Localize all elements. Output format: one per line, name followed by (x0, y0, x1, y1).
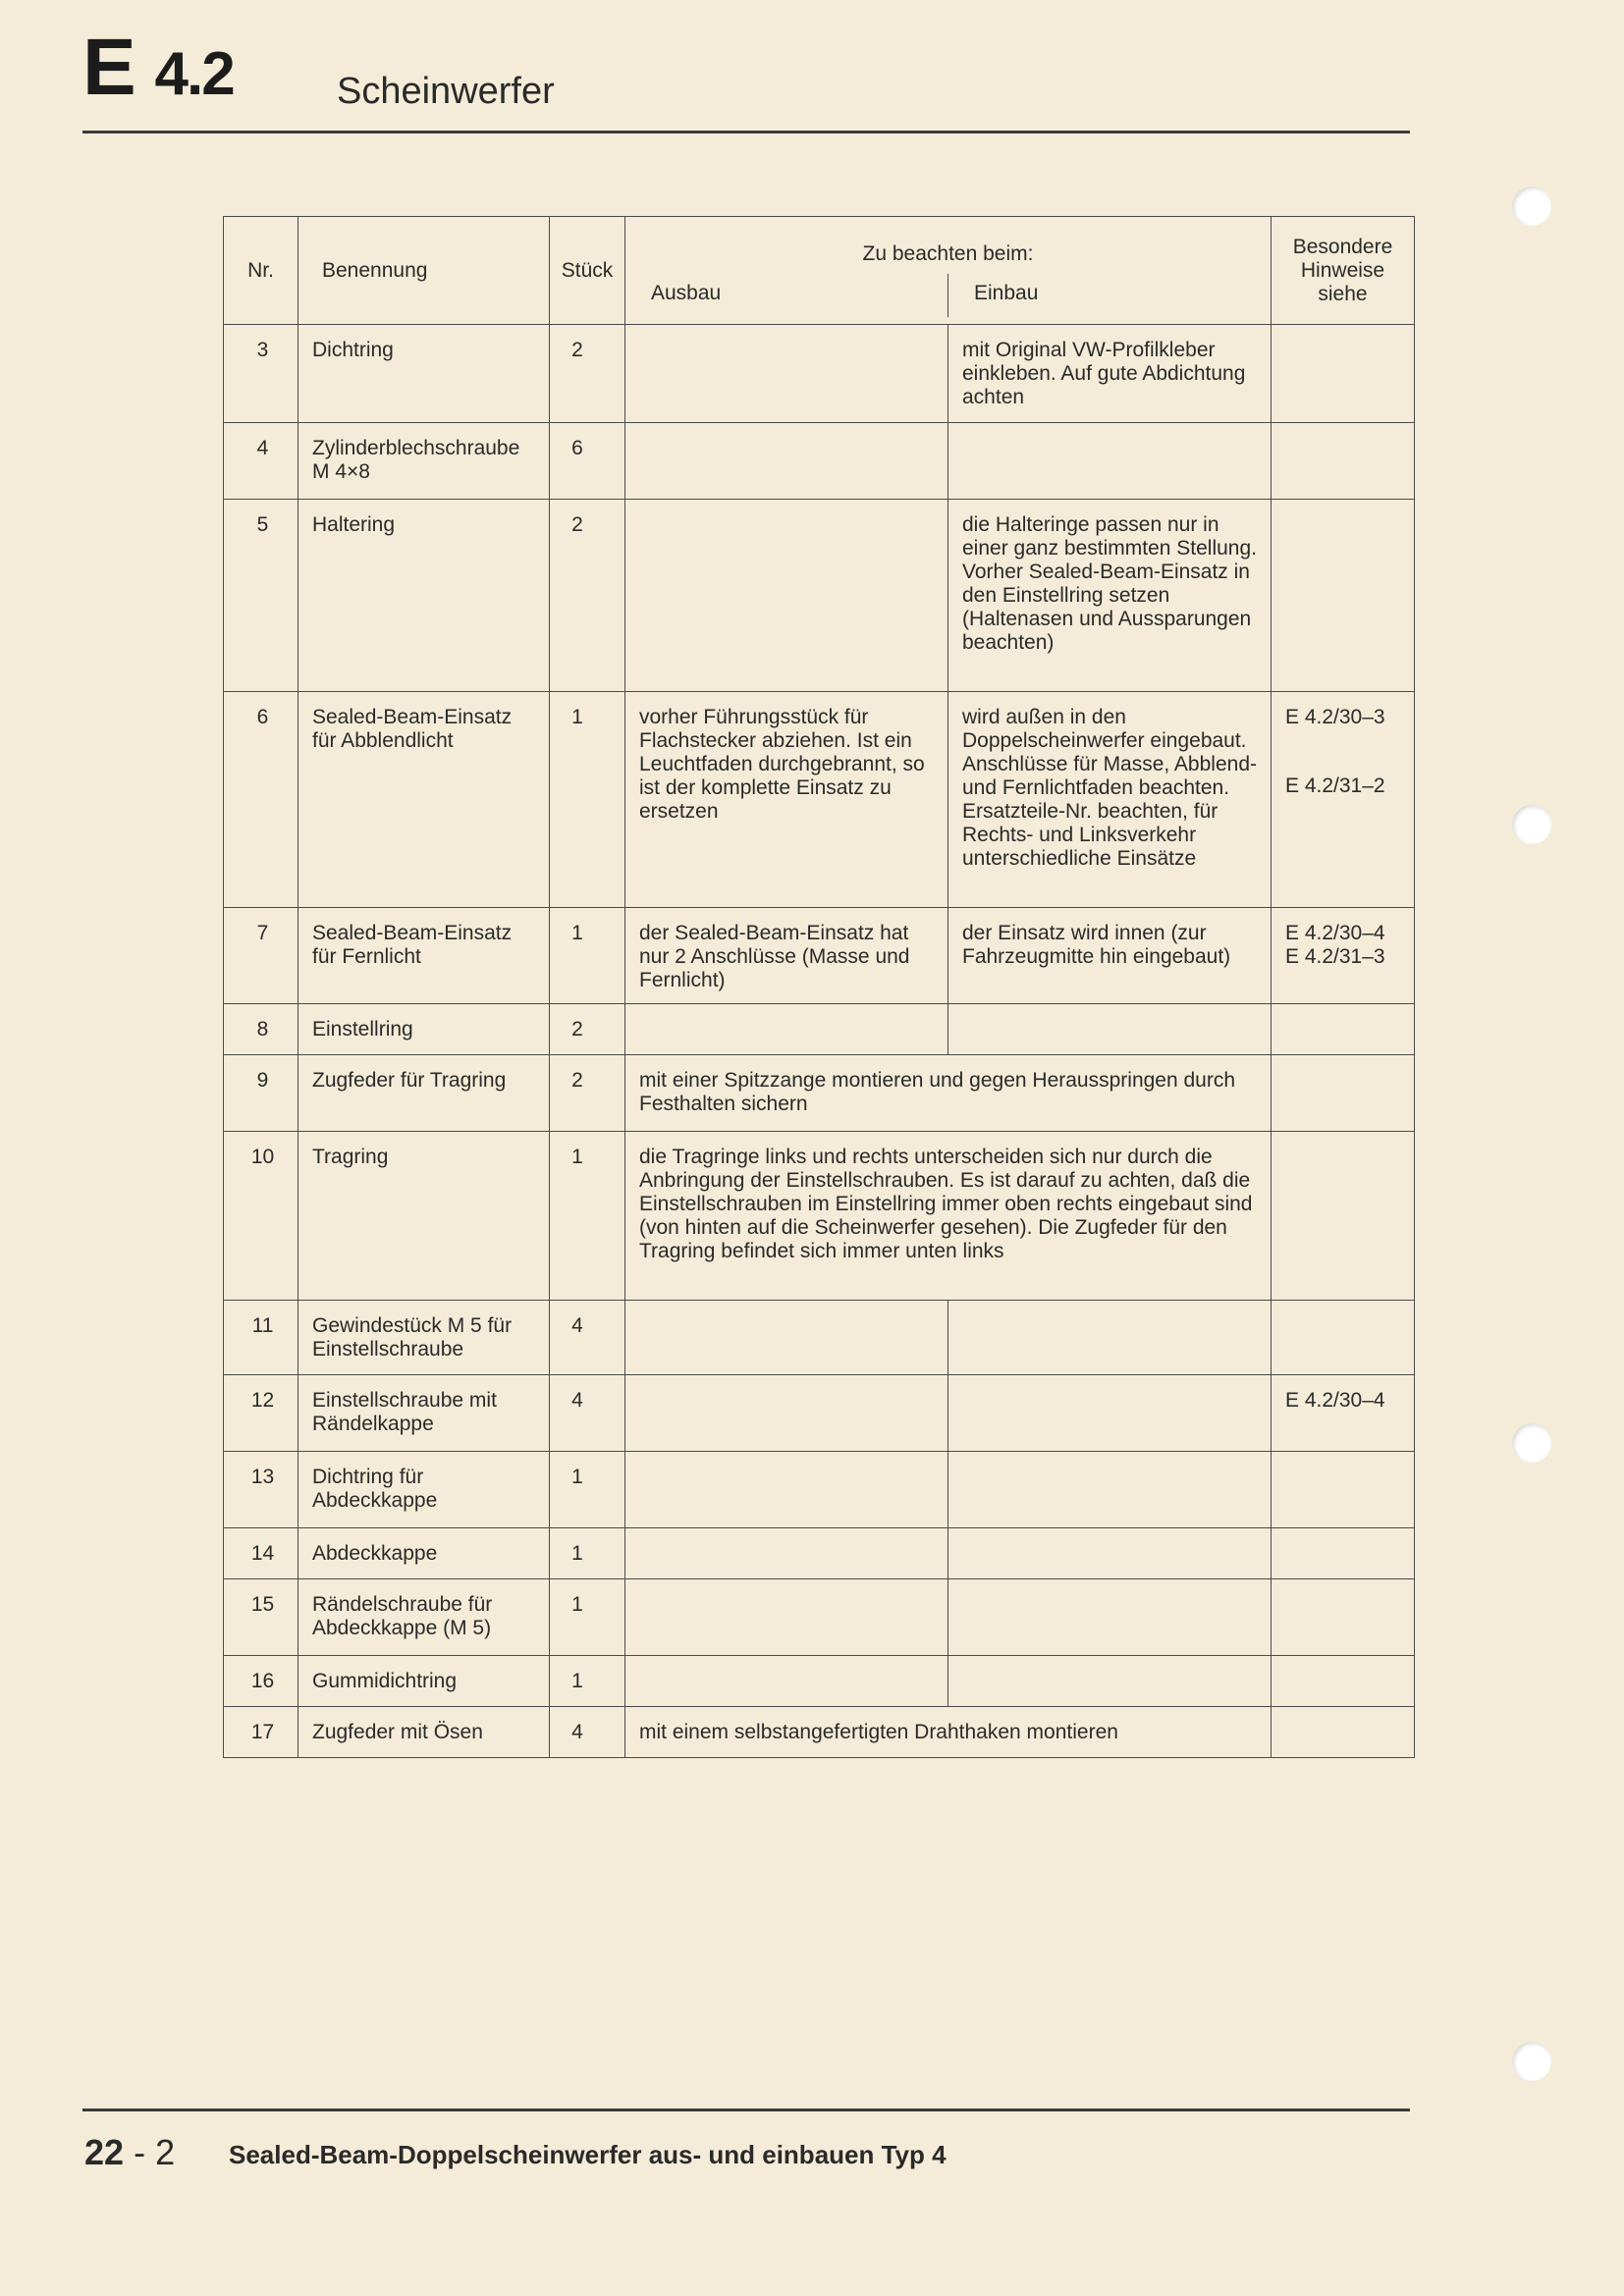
row-name: Dichtring für Abdeckkappe (298, 1452, 550, 1528)
header-einbau: Einbau (947, 274, 1271, 317)
row-nr: 9 (224, 1055, 298, 1132)
row-einbau (948, 1528, 1272, 1579)
punch-hole (1512, 1423, 1551, 1463)
row-qty: 2 (550, 325, 625, 423)
row-name: Haltering (298, 500, 550, 692)
row-note: die Tragringe links und rechts unterscheiden sich nur durch die Anbringung der Einstellschrauben. Es ist darauf zu achten, daß die Einstellschrauben im Einstellring immer oben rechts eingebaut sind (von hinten auf die Scheinwerfer gesehen). Die Zugfeder für den Tragring befindet sich immer unten links (625, 1132, 1272, 1301)
row-nr: 8 (224, 1004, 298, 1055)
row-ref (1272, 1301, 1415, 1375)
page-title: Scheinwerfer (337, 71, 555, 112)
row-ausbau (625, 423, 948, 500)
row-einbau (948, 1004, 1272, 1055)
parts-table (223, 216, 1415, 1758)
row-name: Tragring (298, 1132, 550, 1301)
row-nr: 6 (224, 692, 298, 908)
row-qty: 1 (550, 692, 625, 908)
row-einbau (948, 1579, 1272, 1656)
page-minor: 2 (155, 2132, 176, 2172)
punch-hole (1512, 805, 1551, 844)
row-name: Zugfeder mit Ösen (298, 1707, 550, 1758)
row-ref (1272, 1055, 1415, 1132)
row-name: Abdeckkappe (298, 1528, 550, 1579)
row-nr: 15 (224, 1579, 298, 1656)
row-nr: 3 (224, 325, 298, 423)
row-qty: 2 (550, 500, 625, 692)
table-row (224, 1452, 1415, 1528)
row-einbau (948, 423, 1272, 500)
footer-title: Sealed-Beam-Doppelscheinwerfer aus- und einbauen Typ 4 (229, 2140, 947, 2169)
row-einbau: wird außen in den Doppelscheinwerfer eingebaut. Anschlüsse für Masse, Abblend- und Fernlichtfaden beachten. Ersatzteile-Nr. beachten, für Rechts- und Linksverkehr unterschiedliche Einsätze (948, 692, 1272, 908)
row-qty: 1 (550, 1452, 625, 1528)
row-einbau (948, 1452, 1272, 1528)
row-nr: 10 (224, 1132, 298, 1301)
page-major: 22 (84, 2132, 125, 2172)
row-note: mit einem selbstangefertigten Drahthaken montieren (625, 1707, 1272, 1758)
header-ausbau: Ausbau (651, 281, 722, 304)
row-einbau: mit Original VW-Profilkleber einkleben. Auf gute Abdichtung achten (948, 325, 1272, 423)
row-nr: 16 (224, 1656, 298, 1707)
row-ref (1272, 1452, 1415, 1528)
row-qty: 1 (550, 1132, 625, 1301)
row-einbau: die Halteringe passen nur in einer ganz bestimmten Stellung. Vorher Sealed-Beam-Einsatz in den Einstellring setzen (Haltenasen und Aussparungen beachten) (948, 500, 1272, 692)
row-nr: 5 (224, 500, 298, 692)
row-einbau (948, 1301, 1272, 1375)
row-qty: 1 (550, 1656, 625, 1707)
page-number (84, 2132, 175, 2173)
section-number: 4.2 (154, 40, 234, 108)
row-nr: 4 (224, 423, 298, 500)
row-ref (1272, 1528, 1415, 1579)
header-nr: Nr. (224, 217, 298, 325)
row-ausbau: vorher Führungsstück für Flachstecker abziehen. Ist ein Leuchtfaden durchgebrannt, so ist der komplette Einsatz zu ersetzen (625, 692, 948, 908)
row-ref-1: E 4.2/30–3 (1285, 706, 1385, 728)
row-ref (1272, 908, 1415, 1004)
row-ausbau (625, 1656, 948, 1707)
row-nr: 17 (224, 1707, 298, 1758)
table-row (224, 1375, 1415, 1452)
row-ref (1272, 1004, 1415, 1055)
header-zu-beachten-label: Zu beachten beim: (862, 241, 1034, 265)
row-name: Gewindestück M 5 für Einstellschraube (298, 1301, 550, 1375)
punch-hole (1512, 2042, 1551, 2081)
row-ref (1272, 692, 1415, 908)
row-ausbau (625, 1004, 948, 1055)
section-letter: E (82, 23, 135, 112)
row-qty: 4 (550, 1301, 625, 1375)
section-code (82, 23, 234, 112)
table-row (224, 423, 1415, 500)
row-ref-2: E 4.2/31–3 (1285, 945, 1385, 968)
table-row (224, 1004, 1415, 1055)
row-ref (1272, 1656, 1415, 1707)
row-einbau (948, 1656, 1272, 1707)
header-stueck: Stück (550, 217, 625, 325)
table-row (224, 1132, 1415, 1301)
header-hinweise: Besondere Hinweise siehe (1272, 217, 1415, 325)
row-einbau: der Einsatz wird innen (zur Fahrzeugmitte hin eingebaut) (948, 908, 1272, 1004)
row-ref (1272, 1707, 1415, 1758)
row-nr: 7 (224, 908, 298, 1004)
table-row (224, 1579, 1415, 1656)
row-ref-1: E 4.2/30–4 (1285, 922, 1385, 944)
row-ref (1272, 325, 1415, 423)
row-name: Zugfeder für Tragring (298, 1055, 550, 1132)
row-name: Zylinderblechschraube M 4×8 (298, 423, 550, 500)
table-row (224, 1301, 1415, 1375)
row-ref (1272, 1579, 1415, 1656)
header-zu-beachten (625, 217, 1272, 325)
row-name: Rändelschraube für Abdeckkappe (M 5) (298, 1579, 550, 1656)
row-qty: 6 (550, 423, 625, 500)
row-name: Einstellschraube mit Rändelkappe (298, 1375, 550, 1452)
table-row (224, 1055, 1415, 1132)
row-nr: 12 (224, 1375, 298, 1452)
row-note: mit einer Spitzzange montieren und gegen Herausspringen durch Festhalten sichern (625, 1055, 1272, 1132)
row-einbau (948, 1375, 1272, 1452)
row-ref (1272, 1132, 1415, 1301)
footer-divider (82, 2109, 1410, 2111)
table-row (224, 1707, 1415, 1758)
row-name: Sealed-Beam-Einsatz für Fernlicht (298, 908, 550, 1004)
row-name: Dichtring (298, 325, 550, 423)
row-nr: 11 (224, 1301, 298, 1375)
row-ref (1272, 423, 1415, 500)
row-qty: 2 (550, 1055, 625, 1132)
row-name: Sealed-Beam-Einsatz für Abblendlicht (298, 692, 550, 908)
row-ausbau (625, 500, 948, 692)
table-row (224, 1656, 1415, 1707)
row-qty: 1 (550, 908, 625, 1004)
table-row (224, 325, 1415, 423)
row-ausbau (625, 1452, 948, 1528)
row-ausbau: der Sealed-Beam-Einsatz hat nur 2 Anschlüsse (Masse und Fernlicht) (625, 908, 948, 1004)
row-qty: 1 (550, 1579, 625, 1656)
table-row (224, 1528, 1415, 1579)
row-ausbau (625, 325, 948, 423)
row-nr: 13 (224, 1452, 298, 1528)
row-qty: 2 (550, 1004, 625, 1055)
row-nr: 14 (224, 1528, 298, 1579)
row-ref: E 4.2/30–4 (1272, 1375, 1415, 1452)
table-row (224, 692, 1415, 908)
row-ausbau (625, 1528, 948, 1579)
header-divider (82, 131, 1410, 133)
row-ausbau (625, 1579, 948, 1656)
row-qty: 4 (550, 1375, 625, 1452)
row-ref-2: E 4.2/31–2 (1285, 774, 1385, 797)
table-row (224, 908, 1415, 1004)
row-ausbau (625, 1301, 948, 1375)
row-name: Einstellring (298, 1004, 550, 1055)
row-ausbau (625, 1375, 948, 1452)
row-qty: 4 (550, 1707, 625, 1758)
page-separator: - (134, 2132, 146, 2172)
table-row (224, 500, 1415, 692)
punch-hole (1512, 187, 1551, 226)
header-benennung: Benennung (298, 217, 550, 325)
row-ref (1272, 500, 1415, 692)
row-qty: 1 (550, 1528, 625, 1579)
row-name: Gummidichtring (298, 1656, 550, 1707)
